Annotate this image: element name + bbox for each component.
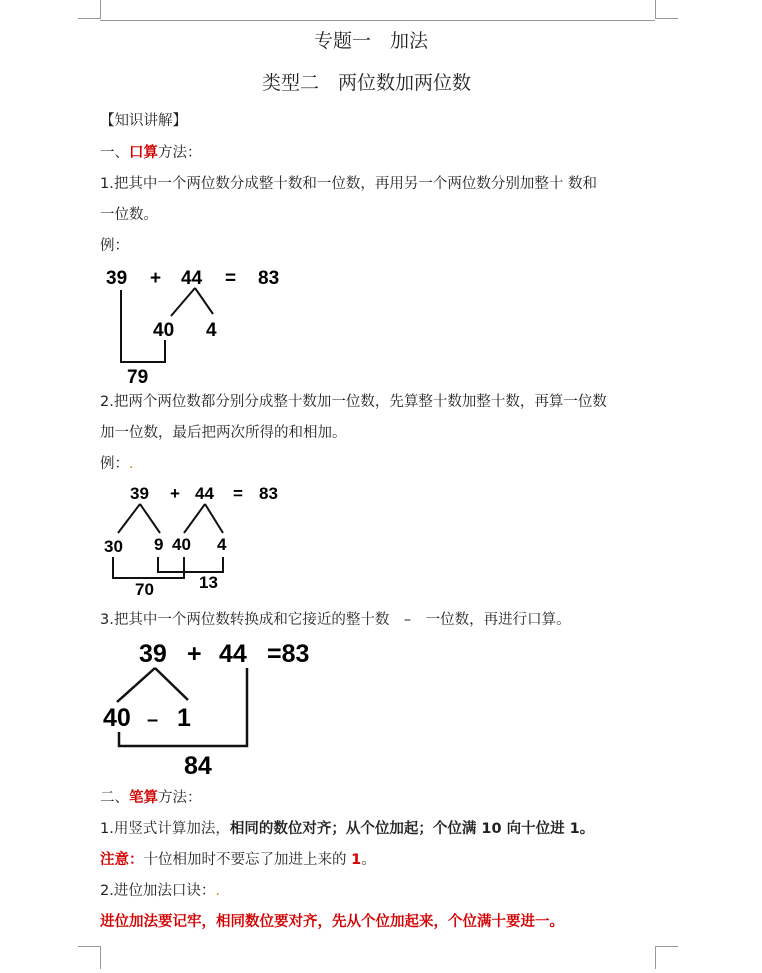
page-corner-mark xyxy=(655,946,678,969)
diagram-operator: + xyxy=(150,268,162,289)
diagram-partial-sum: 70 xyxy=(135,580,154,599)
diagram-number: 1 xyxy=(177,704,191,732)
written-method-rules: 相同的数位对齐；从个位加起；个位满 10 向十位进 1。 xyxy=(229,821,595,837)
diagram-operator: – xyxy=(147,709,159,731)
method3-text: 3.把其中一个两位数转换成和它接近的整十数 – 一位数，再进行口算。 xyxy=(100,612,571,628)
diagram-number: 40 xyxy=(172,535,191,554)
diagram-line xyxy=(195,288,213,314)
diagram-line xyxy=(155,668,188,700)
section-suffix: 方法： xyxy=(158,145,202,161)
diagram-line xyxy=(117,668,155,702)
method1-diagram xyxy=(95,258,315,388)
section-prefix: 一、 xyxy=(100,145,129,161)
method1-text: 1.把其中一个两位数分成整十数和一位数，再用另一个两位数分别加整十 数和 xyxy=(100,176,597,192)
section-keyword: 笔算 xyxy=(129,790,158,806)
diagram-partial-sum: 84 xyxy=(184,752,212,779)
page-title: 专题一 加法 xyxy=(314,30,429,52)
diagram-line xyxy=(171,288,195,316)
diagram-line xyxy=(140,504,160,533)
diagram-number: 39 xyxy=(139,640,167,668)
diagram-operator: = xyxy=(225,268,237,289)
diagram-partial-sum: 13 xyxy=(199,573,218,592)
header-rule xyxy=(100,20,655,21)
rhyme-label: 2.进位加法口诀：. xyxy=(100,883,220,899)
diagram-number: 40 xyxy=(103,704,131,732)
diagram-result: =83 xyxy=(267,640,310,668)
page-corner-mark xyxy=(78,0,101,19)
diagram-number: 9 xyxy=(154,535,164,554)
section-keyword: 口算 xyxy=(129,145,158,161)
diagram-result: 83 xyxy=(259,484,278,503)
note-number: 1 xyxy=(351,852,362,868)
diagram-number: 44 xyxy=(181,268,203,289)
diagram-line xyxy=(118,504,140,533)
diagram-number: 39 xyxy=(130,484,149,503)
method1-text-cont: 一位数。 xyxy=(100,207,158,223)
note-text: 注意：十位相加时不要忘了加进上来的 1。 xyxy=(100,852,376,868)
method3-diagram xyxy=(95,634,335,779)
diagram-number: 4 xyxy=(206,320,217,341)
written-method-text: 1.用竖式计算加法，相同的数位对齐；从个位加起；个位满 10 向十位进 1。 xyxy=(100,821,595,837)
diagram-partial-sum: 79 xyxy=(127,367,149,388)
method2-text: 2.把两个两位数都分别分成整十数加一位数，先算整十数加整十数，再算一位数 xyxy=(100,394,607,410)
page-corner-mark xyxy=(78,946,101,969)
method2-text-cont: 加一位数，最后把两次所得的和相加。 xyxy=(100,425,347,441)
page-subtitle: 类型二 两位数加两位数 xyxy=(262,72,472,94)
diagram-number: 40 xyxy=(153,320,175,341)
diagram-line xyxy=(184,504,205,533)
diagram-number: 44 xyxy=(195,484,214,503)
diagram-operator: = xyxy=(233,484,243,503)
section-heading-mental xyxy=(100,143,202,163)
section-suffix: 方法： xyxy=(158,790,202,806)
diagram-operator: + xyxy=(187,640,202,668)
rhyme-text: 进位加法要记牢，相同数位要对齐，先从个位加起来，个位满十要进一。 xyxy=(100,914,564,930)
diagram-number: 4 xyxy=(217,535,227,554)
diagram-operator: + xyxy=(170,484,180,503)
example-label: 例：. xyxy=(100,456,134,472)
diagram-bracket xyxy=(113,557,184,578)
note-label: 注意： xyxy=(100,852,144,868)
example-label: 例： xyxy=(100,238,129,254)
section-heading-written xyxy=(100,788,202,808)
diagram-number: 44 xyxy=(219,640,247,668)
knowledge-label: 【知识讲解】 xyxy=(100,113,187,129)
diagram-number: 30 xyxy=(104,537,123,556)
page-corner-mark xyxy=(655,0,678,19)
diagram-line xyxy=(205,504,223,533)
diagram-number: 39 xyxy=(106,268,128,289)
diagram-bracket xyxy=(158,557,223,572)
section-prefix: 二、 xyxy=(100,790,129,806)
diagram-result: 83 xyxy=(258,268,280,289)
method2-diagram xyxy=(95,478,315,603)
